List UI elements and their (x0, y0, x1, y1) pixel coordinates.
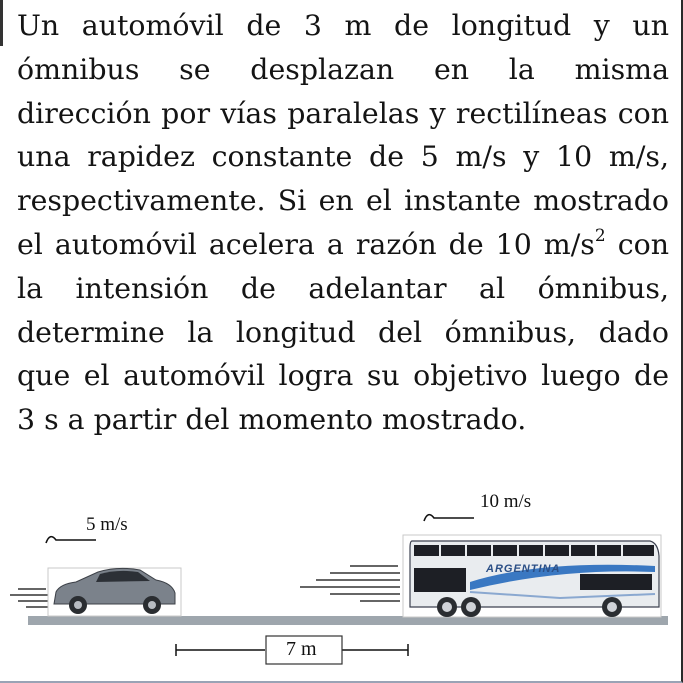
problem-line: determine la longitud del ómnibus, dado (17, 315, 669, 349)
car-velocity-arrow (46, 537, 96, 543)
problem-line: dirección por vías paralelas y rectilíneas con (17, 96, 669, 130)
car-speed-label: 5 m/s (86, 514, 128, 535)
problem-line: una rapidez constante de 5 m/s y 10 m/s, (17, 140, 669, 174)
motion-diagram (0, 470, 683, 680)
problem-line: 3 s a partir del momento mostrado. (17, 403, 527, 437)
car-image (48, 568, 181, 616)
problem-line-acceleration (17, 223, 669, 267)
bus-motion-lines (300, 566, 400, 601)
problem-line: respectivamente. Si en el instante mostrado (17, 184, 669, 218)
problem-statement (17, 4, 669, 442)
page-edge-mark (0, 0, 3, 46)
distance-label: 7 m (286, 638, 317, 660)
bus-velocity-arrow (424, 515, 474, 521)
acceleration-text-tail: con (617, 227, 670, 261)
bus-brand-text: ARGENTINA (486, 563, 561, 575)
problem-line: Un automóvil de 3 m de longitud y un (17, 9, 669, 42)
problem-line: ómnibus se desplazan en la misma (17, 52, 669, 86)
acceleration-text: el automóvil acelera a razón de 10 m/s (17, 227, 595, 261)
acceleration-exponent: 2 (594, 225, 606, 246)
bus-image (403, 535, 661, 617)
car-motion-lines (10, 589, 50, 607)
problem-line: la intensión de adelantar al ómnibus, (17, 271, 669, 305)
problem-line: que el automóvil logra su objetivo luego de (17, 359, 669, 393)
bus-speed-label: 10 m/s (480, 491, 532, 512)
